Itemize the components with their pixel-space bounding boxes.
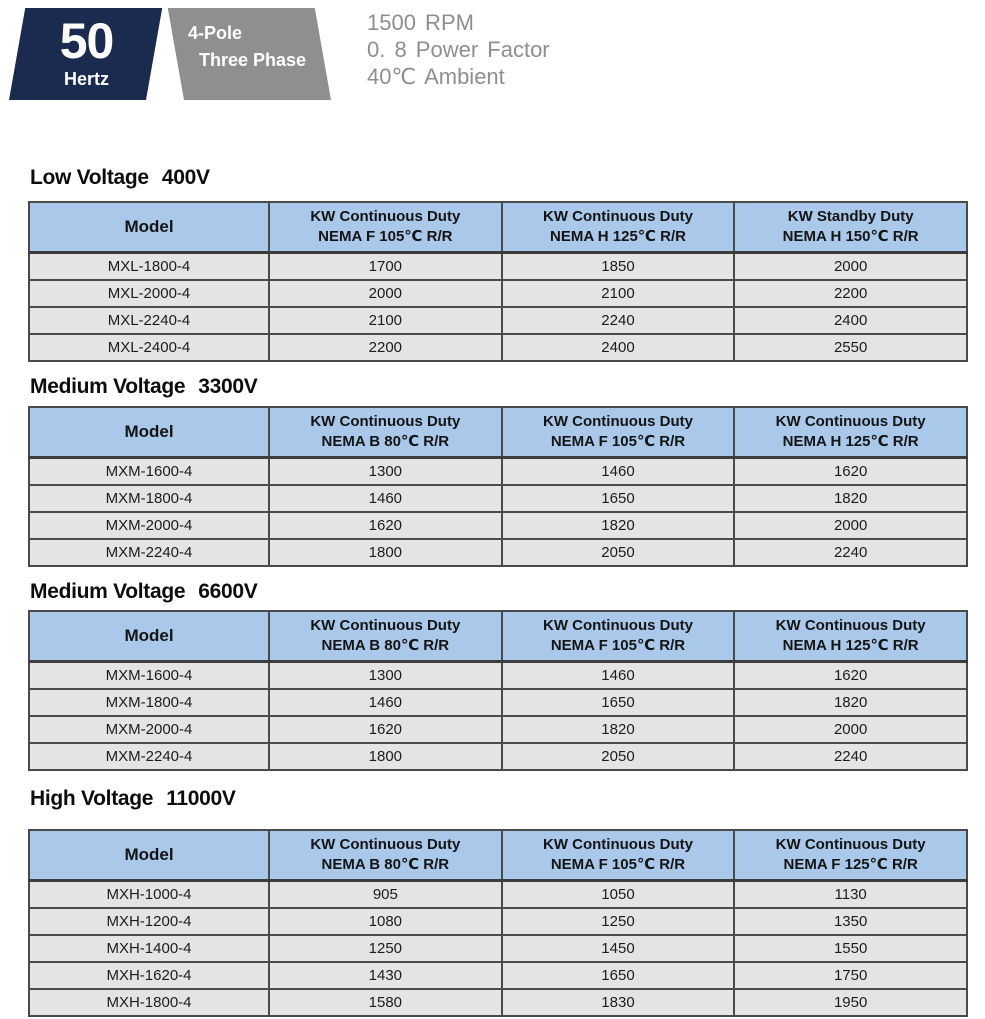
model-cell: MXM-1800-4 [29,689,269,716]
model-cell: MXH-1200-4 [29,908,269,935]
model-cell: MXH-1620-4 [29,962,269,989]
phase-label: Three Phase [199,50,307,70]
column-header [269,407,502,458]
value-cell: 1580 [269,989,502,1016]
table-row [29,512,967,539]
table-row [29,689,967,716]
column-header-line1: Model [124,845,174,864]
value-cell: 1430 [269,962,502,989]
value-cell: 1130 [734,881,967,909]
value-cell: 1650 [502,962,735,989]
spec-table-medium-voltage-3300v [28,406,968,567]
spec-rpm: 1500 RPM [367,10,474,35]
spec-table-head [29,611,967,662]
value-cell: 2240 [734,743,967,770]
value-cell: 2100 [502,280,735,307]
section-low-voltage-400v [0,166,985,362]
section-medium-voltage-6600v [0,580,985,771]
section-heading [30,787,985,811]
section-heading-label: Medium Voltage [30,580,186,603]
header-row [29,830,967,881]
model-cell: MXM-2000-4 [29,716,269,743]
column-header [734,407,967,458]
model-column-header [29,611,269,662]
column-header [502,830,735,881]
table-row [29,458,967,486]
column-header [734,611,967,662]
model-cell: MXL-1800-4 [29,253,269,281]
value-cell: 1080 [269,908,502,935]
value-cell: 2240 [734,539,967,566]
model-column-header [29,830,269,881]
column-header-line2: NEMA H 125℃ R/R [782,433,919,450]
value-cell: 2400 [734,307,967,334]
model-cell: MXH-1800-4 [29,989,269,1016]
value-cell: 1700 [269,253,502,281]
value-cell: 1450 [502,935,735,962]
section-heading-voltage: 6600V [198,580,258,603]
spec-table-body [29,662,967,771]
spec-power-factor: 0. 8 Power Factor [367,37,550,62]
column-header-line2: NEMA B 80℃ R/R [321,856,450,873]
column-header-line1: KW Continuous Duty [542,836,693,853]
value-cell: 1620 [734,458,967,486]
spec-ambient: 40℃ Ambient [367,64,505,89]
value-cell: 1250 [269,935,502,962]
table-row [29,539,967,566]
column-header [269,202,502,253]
value-cell: 1950 [734,989,967,1016]
value-cell: 1250 [502,908,735,935]
column-header [734,830,967,881]
value-cell: 1800 [269,539,502,566]
table-row [29,881,967,909]
column-header-line1: KW Continuous Duty [310,208,461,225]
model-cell: MXL-2240-4 [29,307,269,334]
column-header-line1: KW Continuous Duty [310,617,461,634]
model-cell: MXH-1400-4 [29,935,269,962]
header-row [29,611,967,662]
column-header-line2: NEMA F 105℃ R/R [550,856,686,873]
model-cell: MXM-1600-4 [29,458,269,486]
column-header-line1: KW Continuous Duty [775,836,926,853]
spec-table-low-voltage-400v [28,201,968,362]
spec-sheet-page [0,8,985,1017]
value-cell: 1620 [269,512,502,539]
model-column-header [29,407,269,458]
spec-table-high-voltage-11000v [28,829,968,1017]
value-cell: 1460 [502,662,735,690]
column-header-line1: KW Continuous Duty [542,617,693,634]
value-cell: 1620 [269,716,502,743]
frequency-badge [9,8,146,100]
value-cell: 2550 [734,334,967,361]
column-header-line2: NEMA H 125℃ R/R [550,228,686,245]
value-cell: 2050 [502,539,735,566]
column-header-line2: NEMA F 125℃ R/R [783,856,918,873]
column-header [269,830,502,881]
value-cell: 1460 [269,485,502,512]
column-header-line2: NEMA H 150℃ R/R [782,228,919,245]
frequency-value: 50 [59,13,114,69]
column-header-line1: Model [124,626,174,645]
table-row [29,962,967,989]
column-header-line2: NEMA F 105℃ R/R [318,228,453,245]
table-row [29,280,967,307]
value-cell: 1650 [502,689,735,716]
model-cell: MXM-1800-4 [29,485,269,512]
spec-table-body [29,881,967,1017]
section-high-voltage-11000v [0,787,985,1017]
model-cell: MXL-2400-4 [29,334,269,361]
value-cell: 1650 [502,485,735,512]
section-heading-voltage: 11000V [166,787,236,810]
value-cell: 905 [269,881,502,909]
section-heading-label: High Voltage [30,787,154,810]
value-cell: 2240 [502,307,735,334]
value-cell: 2400 [502,334,735,361]
column-header [502,407,735,458]
table-row [29,334,967,361]
column-header-line1: KW Continuous Duty [310,836,461,853]
section-heading-voltage: 3300V [198,375,258,398]
table-row [29,935,967,962]
model-cell: MXM-2000-4 [29,512,269,539]
pole-label: 4-Pole [188,23,243,43]
table-row [29,743,967,770]
value-cell: 2000 [734,716,967,743]
value-cell: 2100 [269,307,502,334]
value-cell: 1300 [269,458,502,486]
pole-phase-badge-content [184,8,331,100]
header-row [29,407,967,458]
section-medium-voltage-3300v [0,375,985,567]
operating-specs [367,8,550,100]
spec-table-head [29,830,967,881]
column-header-line1: KW Continuous Duty [775,413,926,430]
table-row [29,908,967,935]
section-heading [30,375,985,399]
column-header [502,202,735,253]
column-header [734,202,967,253]
section-heading-voltage: 400V [161,166,210,189]
column-header-line1: Model [124,217,174,236]
value-cell: 1620 [734,662,967,690]
value-cell: 1850 [502,253,735,281]
section-heading-label: Medium Voltage [30,375,186,398]
column-header-line1: KW Continuous Duty [542,208,693,225]
column-header [269,611,502,662]
table-row [29,307,967,334]
column-header-line2: NEMA F 105℃ R/R [550,637,686,654]
table-row [29,485,967,512]
value-cell: 1820 [502,716,735,743]
column-header-line1: KW Continuous Duty [775,617,926,634]
column-header-line1: KW Continuous Duty [542,413,693,430]
table-row [29,662,967,690]
value-cell: 1830 [502,989,735,1016]
value-cell: 1820 [734,485,967,512]
model-cell: MXM-2240-4 [29,539,269,566]
model-cell: MXM-1600-4 [29,662,269,690]
header-row [29,202,967,253]
spec-table-head [29,202,967,253]
spec-table-body [29,458,967,567]
pole-phase-badge [184,8,331,100]
table-row [29,253,967,281]
section-heading [30,580,985,604]
value-cell: 1050 [502,881,735,909]
value-cell: 1300 [269,662,502,690]
column-header-line1: KW Continuous Duty [310,413,461,430]
spec-table-head [29,407,967,458]
section-heading-label: Low Voltage [30,166,149,189]
model-cell: MXL-2000-4 [29,280,269,307]
model-cell: MXM-2240-4 [29,743,269,770]
spec-table-medium-voltage-6600v [28,610,968,771]
value-cell: 2000 [734,512,967,539]
value-cell: 1460 [269,689,502,716]
value-cell: 2200 [269,334,502,361]
header-badge-row [0,8,985,100]
value-cell: 1820 [734,689,967,716]
frequency-badge-content [18,8,155,100]
value-cell: 1820 [502,512,735,539]
column-header-line2: NEMA B 80℃ R/R [321,433,450,450]
value-cell: 1550 [734,935,967,962]
model-cell: MXH-1000-4 [29,881,269,909]
value-cell: 2200 [734,280,967,307]
table-row [29,716,967,743]
spec-table-body [29,253,967,362]
frequency-unit: Hertz [63,69,109,89]
value-cell: 2000 [734,253,967,281]
column-header-line2: NEMA F 105℃ R/R [550,433,686,450]
value-cell: 1750 [734,962,967,989]
value-cell: 1350 [734,908,967,935]
model-column-header [29,202,269,253]
column-header-line2: NEMA H 125℃ R/R [782,637,919,654]
column-header [502,611,735,662]
column-header-line1: Model [124,422,174,441]
table-row [29,989,967,1016]
value-cell: 1460 [502,458,735,486]
value-cell: 1800 [269,743,502,770]
column-header-line1: KW Standby Duty [787,208,914,225]
section-heading [30,166,985,190]
value-cell: 2050 [502,743,735,770]
column-header-line2: NEMA B 80℃ R/R [321,637,450,654]
value-cell: 2000 [269,280,502,307]
tables-container [0,166,985,1017]
